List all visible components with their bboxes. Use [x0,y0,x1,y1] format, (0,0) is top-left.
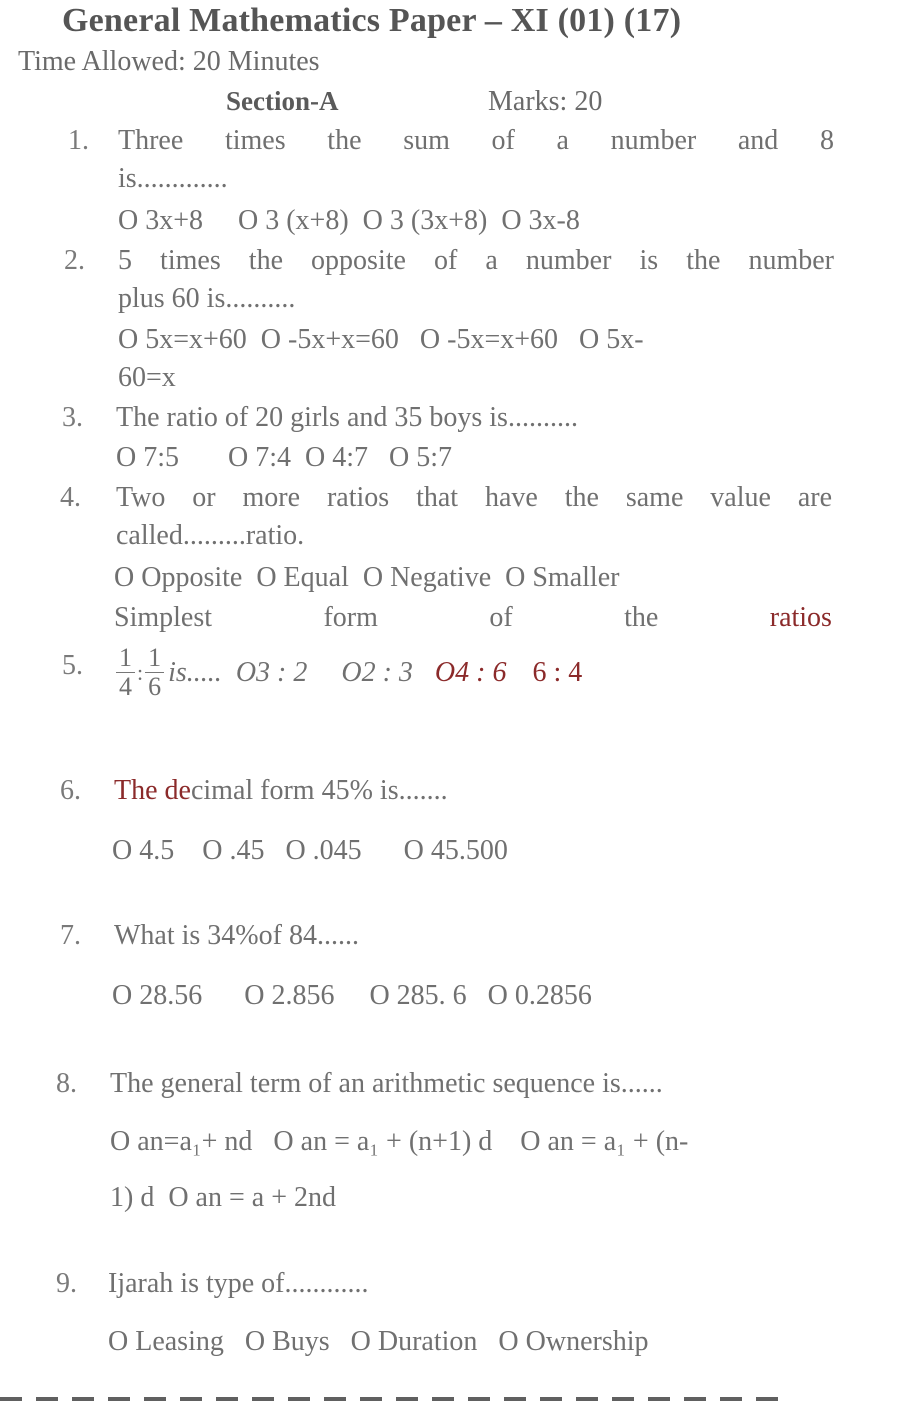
answer-options[interactable]: O 4.5 O .45 O .045 O 45.500 [112,835,508,866]
question-number: 3. [62,402,83,433]
question-text: 5 times the opposite of a number is the number [118,245,834,276]
ratio-colon: : [137,659,144,685]
answer-options[interactable]: O 28.56 O 2.856 O 285. 6 O 0.2856 [112,980,592,1011]
question-text: The ratio of 20 girls and 35 boys is.......... [116,402,578,433]
option-word: of [489,602,513,633]
question-number: 4. [60,482,81,513]
question-number: 7. [60,920,81,951]
answer-option[interactable]: O3 : 2 [235,656,308,688]
answer-option[interactable]: 6 : 4 [532,656,583,688]
question-text: Three times the sum of a number and 8 [118,125,834,156]
question-text: Two or more ratios that have the same value are [116,482,832,513]
fraction-one-quarter: $\frac{1}{4}$ [116,644,135,701]
answer-option[interactable]: O2 : 3 [341,656,413,688]
option-word: Simplest [114,602,213,633]
question-text-cont: plus 60 is.......... [118,283,296,314]
question-number: 5. [62,650,83,681]
answer-options[interactable]: O 7:5 O 7:4 O 4:7 O 5:7 [116,442,452,473]
marks-label: Marks: 20 [488,86,603,117]
question-number: 2. [64,245,85,276]
question-text: Ijarah is type of............ [108,1268,369,1299]
answer-options-cont[interactable] [114,602,832,634]
dashed-divider [0,1397,790,1401]
answer-option[interactable]: O4 : 6 [434,656,507,688]
question-text-cont: called.........ratio. [116,520,305,551]
question-number: 9. [56,1268,77,1299]
answer-options[interactable]: O Leasing O Buys O Duration O Ownership [108,1326,649,1357]
question-text: The general term of an arithmetic sequence is...... [110,1068,663,1099]
answer-options-cont[interactable]: 60=x [118,362,176,393]
section-label: Section-A [226,86,339,116]
question-ratio-expression [114,644,582,701]
question-number: 6. [60,775,81,806]
answer-options[interactable]: O 3x+8 O 3 (x+8) O 3 (3x+8) O 3x-8 [118,205,580,236]
answer-options[interactable]: O an=a₁+ nd O an = a₁ + (n+1) d O an = a₁ + (n- [110,1126,689,1157]
question-text: The decimal form 45% is....... [114,775,448,806]
option-word: ratios [769,602,832,633]
option-word: form [323,602,378,633]
answer-options[interactable]: O Opposite O Equal O Negative O Smaller [114,562,620,593]
fraction-one-sixth: $\frac{1}{6}$ [145,644,164,701]
question-text-cont: is............. [118,163,228,194]
question-text: What is 34%of 84...... [114,920,359,951]
time-allowed: Time Allowed: 20 Minutes [18,46,320,77]
answer-options-cont[interactable]: 1) d O an = a + 2nd [110,1182,336,1213]
paper-title: General Mathematics Paper – XI (01) (17) [62,2,682,39]
question-number: 1. [68,125,89,156]
answer-options[interactable]: O 5x=x+60 O -5x+x=60 O -5x=x+60 O 5x- [118,324,644,355]
option-word: the [624,602,659,633]
question-text: is..... [168,656,222,688]
question-number: 8. [56,1068,77,1099]
